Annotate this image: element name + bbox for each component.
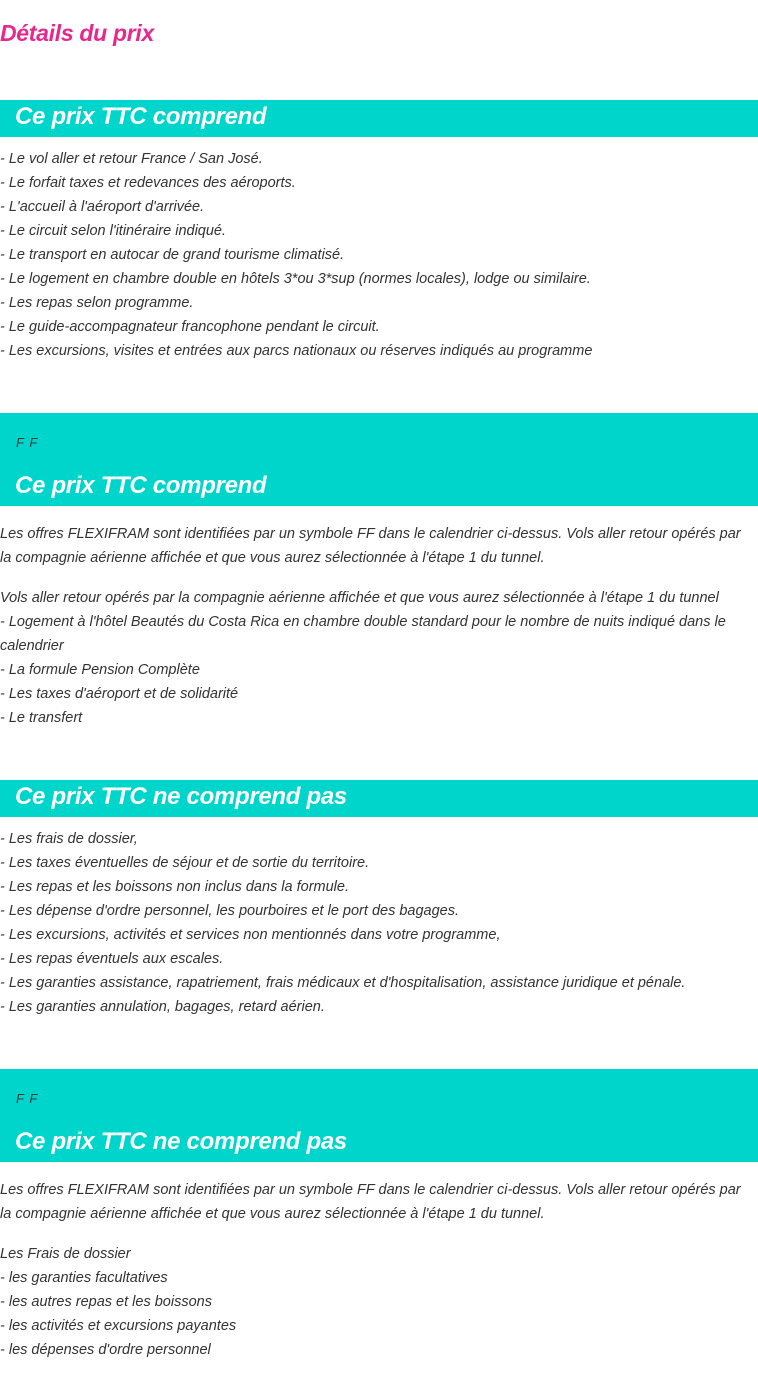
included-flexifram-list — [0, 586, 745, 730]
flexifram-intro — [0, 522, 745, 570]
list-item: - Les garanties annulation, bagages, retard aérien. — [0, 999, 325, 1015]
flexifram-intro — [0, 1178, 745, 1226]
list-item: - Les excursions, visites et entrées aux parcs nationaux ou réserves indiqués au programme — [0, 343, 593, 359]
section-title: Ce prix TTC comprend — [15, 103, 267, 130]
list-item: - Le transfert — [0, 710, 83, 726]
not-included-flexifram-list — [0, 1242, 745, 1362]
intro-paragraph: Les offres FLEXIFRAM sont identifiées par un symbole FF dans le calendrier ci-dessus. Vols aller retour opérés par la compagnie aérienne affichée et que vous aurez sélectionnée à l'étape 1 du tunnel. — [0, 526, 741, 566]
list-item: - Le transport en autocar de grand tourisme climatisé. — [0, 247, 345, 263]
list-item: Vols aller retour opérés par la compagnie aérienne affichée et que vous aurez sélectionnée à l'étape 1 du tunnel — [0, 590, 719, 606]
ff-badge: F F — [16, 435, 39, 450]
list-item: - Le circuit selon l'itinéraire indiqué. — [0, 223, 227, 239]
list-item: - Les repas éventuels aux escales. — [0, 951, 224, 967]
section-header-not-included-flexifram — [0, 1069, 758, 1162]
list-item: - Les garanties assistance, rapatriement, frais médicaux et d'hospitalisation, assistance juridique et pénale. — [0, 975, 686, 991]
list-item: - les activités et excursions payantes — [0, 1318, 237, 1334]
list-item: - Les repas et les boissons non inclus dans la formule. — [0, 879, 349, 895]
list-item: - Les frais de dossier, — [0, 831, 138, 847]
included-list — [0, 147, 745, 363]
list-item: - Logement à l'hôtel Beautés du Costa Rica en chambre double standard pour le nombre de nuits indiqué dans le calendrier — [0, 614, 726, 654]
not-included-list — [0, 827, 745, 1019]
list-item: - les garanties facultatives — [0, 1270, 168, 1286]
section-title: Ce prix TTC comprend — [15, 472, 267, 499]
section-header-not-included — [0, 780, 758, 817]
list-item: - Les dépense d'ordre personnel, les pourboires et le port des bagages. — [0, 903, 460, 919]
list-item: - Les taxes d'aéroport et de solidarité — [0, 686, 239, 702]
list-item: - Les repas selon programme. — [0, 295, 194, 311]
section-title: Ce prix TTC ne comprend pas — [15, 783, 347, 810]
list-item: - Les taxes éventuelles de séjour et de sortie du territoire. — [0, 855, 370, 871]
list-item: - Le logement en chambre double en hôtels 3*ou 3*sup (normes locales), lodge ou similaire. — [0, 271, 591, 287]
section-header-included-flexifram — [0, 413, 758, 506]
list-item: Les Frais de dossier — [0, 1246, 131, 1262]
list-item: - Le forfait taxes et redevances des aéroports. — [0, 175, 296, 191]
intro-paragraph: Les offres FLEXIFRAM sont identifiées par un symbole FF dans le calendrier ci-dessus. Vols aller retour opérés par la compagnie aérienne affichée et que vous aurez sélectionnée à l'étape 1 du tunnel. — [0, 1182, 741, 1222]
list-item: - Les excursions, activités et services non mentionnés dans votre programme, — [0, 927, 501, 943]
ff-badge: F F — [16, 1091, 39, 1106]
section-header-included — [0, 100, 758, 137]
list-item: - les autres repas et les boissons — [0, 1294, 212, 1310]
list-item: - L'accueil à l'aéroport d'arrivée. — [0, 199, 205, 215]
list-item: - Le guide-accompagnateur francophone pendant le circuit. — [0, 319, 380, 335]
page-title: Détails du prix — [0, 20, 154, 46]
list-item: - les dépenses d'ordre personnel — [0, 1342, 211, 1358]
list-item: - La formule Pension Complète — [0, 662, 200, 678]
section-title: Ce prix TTC ne comprend pas — [15, 1128, 347, 1155]
list-item: - Le vol aller et retour France / San José. — [0, 151, 263, 167]
